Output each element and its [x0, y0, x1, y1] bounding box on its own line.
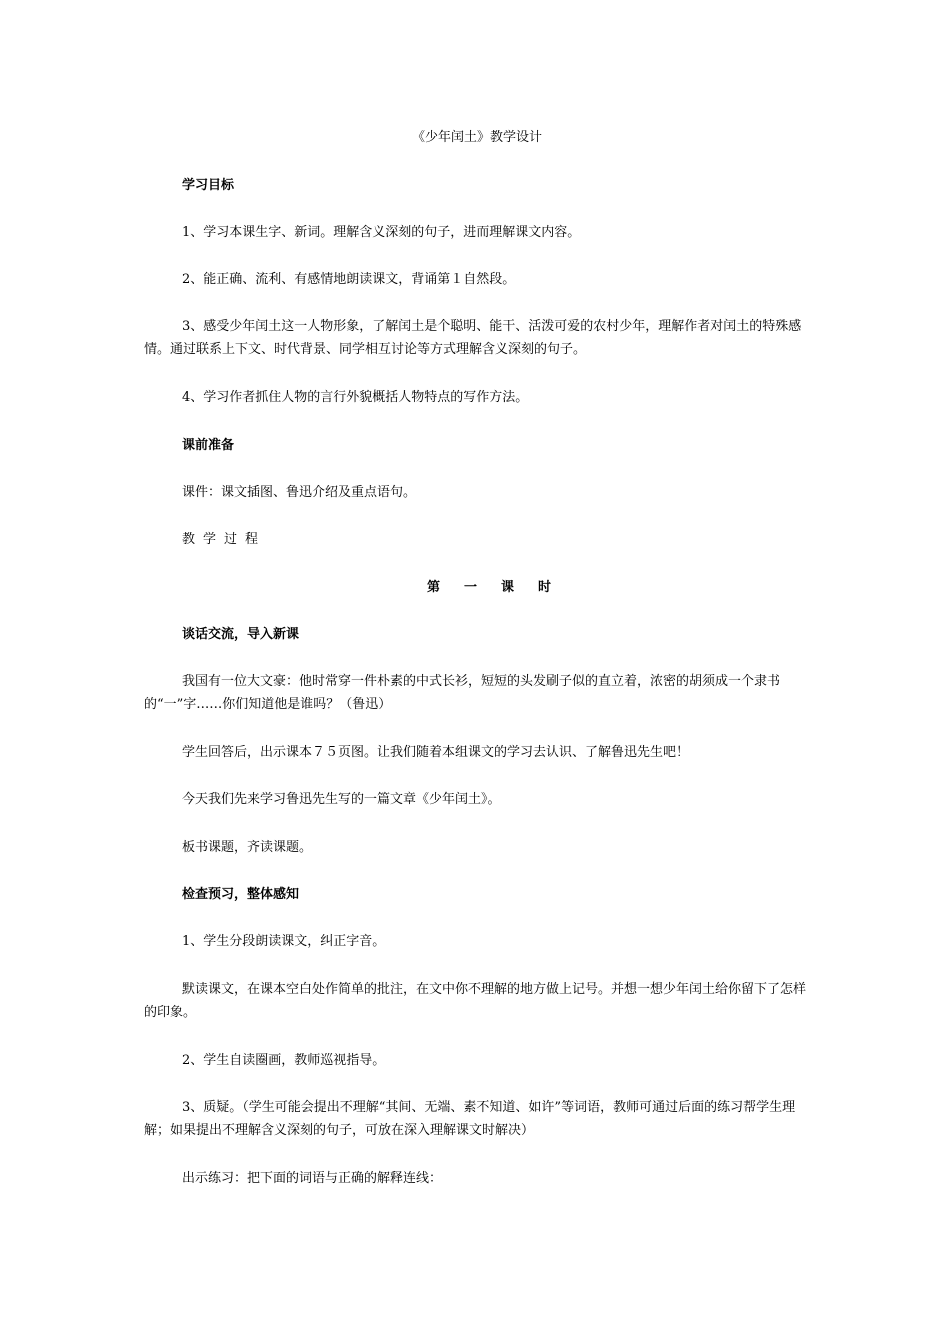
section-heading: 谈话交流，导入新课	[182, 627, 300, 642]
body-paragraph: 默读课文，在课本空白处作简单的批注，在文中你不理解的地方做上记号。并想一想少年闰土给你留下了怎样的印象。	[144, 982, 807, 1020]
prep-heading: 课前准备	[182, 438, 235, 453]
objective-item: 1、学习本课生字、新词。理解含义深刻的句子，进而理解课文内容。	[182, 225, 581, 240]
process-heading: 教学过程	[182, 532, 267, 547]
body-paragraph: 我国有一位大文豪：他时常穿一件朴素的中式长衫，短短的头发刷子似的直立着，浓密的胡须成一个隶书的“一”字……你们知道他是谁吗？（鲁迅）	[144, 674, 781, 712]
body-paragraph: 1、学生分段朗读课文，纠正字音。	[182, 934, 386, 949]
objective-item: 2、能正确、流利、有感情地朗读课文，背诵第１自然段。	[182, 272, 516, 287]
section-heading: 检查预习，整体感知	[182, 887, 300, 902]
body-paragraph: 3、质疑。（学生可能会提出不理解“其间、无端、素不知道、如许”等词语，教师可通过后面的练习帮学生理解；如果提出不理解含义深刻的句子，可放在深入理解课文时解决）	[144, 1100, 796, 1138]
body-paragraph: 学生回答后，出示课本７５页图。让我们随着本组课文的学习去认识、了解鲁迅先生吧！	[182, 745, 690, 760]
body-paragraph: 2、学生自读圈画，教师巡视指导。	[182, 1053, 386, 1068]
document-title: 《少年闰土》教学设计	[411, 130, 542, 145]
body-paragraph: 出示练习：把下面的词语与正确的解释连线：	[182, 1171, 443, 1186]
lesson-heading: 第一课时	[426, 580, 575, 595]
objectives-heading: 学习目标	[182, 178, 235, 193]
prep-text: 课件：课文插图、鲁迅介绍及重点语句。	[182, 485, 417, 500]
objective-item: 3、感受少年闰土这一人物形象，了解闰土是个聪明、能干、活泼可爱的农村少年，理解作者对闰土的特殊感情。通过联系上下文、时代背景、同学相互讨论等方式理解含义深刻的句子。	[144, 319, 802, 357]
body-paragraph: 板书课题，齐读课题。	[182, 840, 313, 855]
objective-item: 4、学习作者抓住人物的言行外貌概括人物特点的写作方法。	[182, 390, 529, 405]
body-paragraph: 今天我们先来学习鲁迅先生写的一篇文章《少年闰土》。	[182, 792, 501, 807]
